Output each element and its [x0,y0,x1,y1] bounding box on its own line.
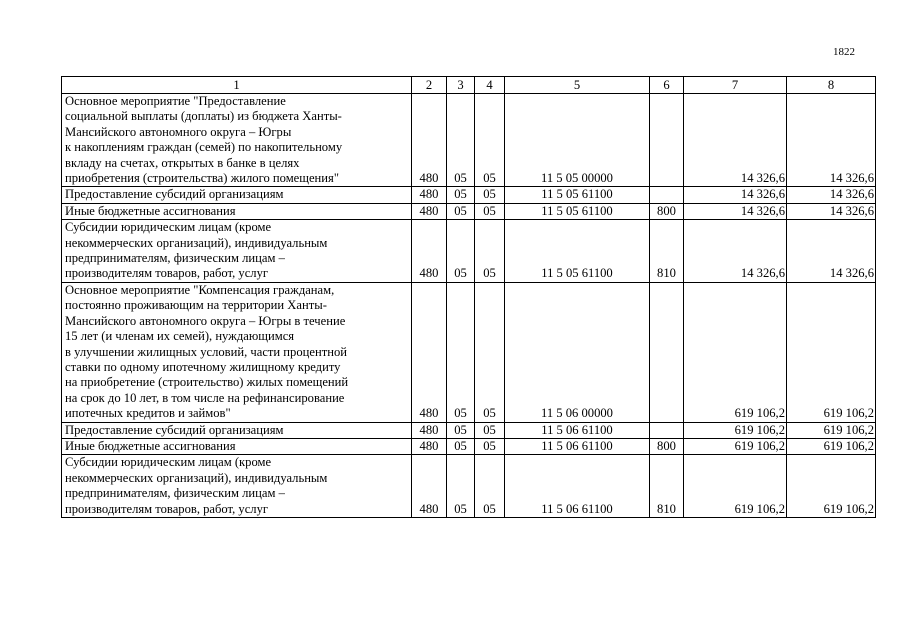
expense-type-cell: 810 [650,220,684,283]
item-name-line: 15 лет (и членам их семей), нуждающимся [65,329,295,344]
item-name-cell [62,220,412,283]
amount-cell: 14 326,6 [684,187,787,203]
amount-cell: 14 326,6 [787,187,876,203]
column-header: 2 [412,77,447,94]
subsection-code-cell: 05 [475,438,505,454]
table-row [62,94,876,187]
amount-cell: 619 106,2 [684,422,787,438]
column-header: 7 [684,77,787,94]
amount-cell: 14 326,6 [684,220,787,283]
item-name-line: производителям товаров, работ, услуг [65,266,269,281]
subsection-code-cell: 05 [475,455,505,518]
subsection-code-cell: 05 [475,94,505,187]
column-header: 4 [475,77,505,94]
section-code-cell: 05 [447,438,475,454]
target-article-cell: 11 5 06 61100 [505,455,650,518]
table-row [62,220,876,283]
amount-cell: 619 106,2 [787,455,876,518]
table-row [62,203,876,219]
column-header: 6 [650,77,684,94]
ministry-code-cell: 480 [412,422,447,438]
table-row [62,282,876,422]
item-name-cell [62,94,412,187]
ministry-code-cell: 480 [412,282,447,422]
column-header: 3 [447,77,475,94]
budget-table [61,76,876,518]
item-name-cell [62,438,412,454]
item-name-line: Иные бюджетные ассигнования [65,203,236,218]
amount-cell: 619 106,2 [787,282,876,422]
item-name-line: Предоставление субсидий организациям [65,422,284,437]
ministry-code-cell: 480 [412,203,447,219]
table-row [62,187,876,203]
item-name-line: к накоплениям граждан (семей) по накопительному [65,140,343,155]
item-name-line: производителям товаров, работ, услуг [65,501,269,516]
item-name-line: Субсидии юридическим лицам (кроме [65,455,272,470]
item-name-line: на срок до 10 лет, в том числе на рефинансирование [65,390,345,405]
item-name-cell [62,422,412,438]
table-row [62,455,876,518]
expense-type-cell [650,94,684,187]
amount-cell: 14 326,6 [684,94,787,187]
target-article-cell: 11 5 06 61100 [505,438,650,454]
item-name-line: Мансийского автономного округа – Югры [65,124,292,139]
column-header: 5 [505,77,650,94]
expense-type-cell [650,282,684,422]
section-code-cell: 05 [447,94,475,187]
ministry-code-cell: 480 [412,94,447,187]
expense-type-cell [650,422,684,438]
item-name-line: предпринимателям, физическим лицам – [65,251,285,266]
amount-cell: 619 106,2 [787,422,876,438]
target-article-cell: 11 5 05 00000 [505,94,650,187]
column-header: 8 [787,77,876,94]
section-code-cell: 05 [447,203,475,219]
target-article-cell: 11 5 06 61100 [505,422,650,438]
amount-cell: 619 106,2 [787,438,876,454]
item-name-line: ставки по одному ипотечному жилищному кредиту [65,359,341,374]
item-name-line: Основное мероприятие "Предоставление [65,94,286,108]
item-name-line: социальной выплаты (доплаты) из бюджета Ханты- [65,109,342,124]
item-name-cell [62,455,412,518]
item-name-line: Основное мероприятие "Компенсация гражданам, [65,282,335,297]
target-article-cell: 11 5 05 61100 [505,187,650,203]
target-article-cell: 11 5 06 00000 [505,282,650,422]
item-name-line: в улучшении жилищных условий, части процентной [65,344,347,359]
expense-type-cell: 810 [650,455,684,518]
item-name-cell [62,203,412,219]
item-name-line: некоммерческих организаций), индивидуальным [65,470,328,485]
ministry-code-cell: 480 [412,438,447,454]
section-code-cell: 05 [447,282,475,422]
ministry-code-cell: 480 [412,220,447,283]
amount-cell: 14 326,6 [787,203,876,219]
amount-cell: 14 326,6 [787,94,876,187]
amount-cell: 14 326,6 [787,220,876,283]
subsection-code-cell: 05 [475,282,505,422]
item-name-line: приобретения (строительства) жилого помещения" [65,171,339,186]
page-number: 1822 [833,46,855,58]
amount-cell: 14 326,6 [684,203,787,219]
target-article-cell: 11 5 05 61100 [505,220,650,283]
item-name-line: Предоставление субсидий организациям [65,187,284,202]
section-code-cell: 05 [447,422,475,438]
amount-cell: 619 106,2 [684,282,787,422]
item-name-line: постоянно проживающим на территории Ханты- [65,298,327,313]
amount-cell: 619 106,2 [684,455,787,518]
subsection-code-cell: 05 [475,220,505,283]
item-name-line: Иные бюджетные ассигнования [65,438,236,453]
subsection-code-cell: 05 [475,422,505,438]
ministry-code-cell: 480 [412,455,447,518]
item-name-line: вкладу на счетах, открытых в банке в целях [65,155,300,170]
expense-type-cell: 800 [650,203,684,219]
section-code-cell: 05 [447,220,475,283]
section-code-cell: 05 [447,455,475,518]
ministry-code-cell: 480 [412,187,447,203]
subsection-code-cell: 05 [475,203,505,219]
table-header-row [62,77,876,94]
table-row [62,422,876,438]
target-article-cell: 11 5 05 61100 [505,203,650,219]
table-row [62,438,876,454]
column-header: 1 [62,77,412,94]
item-name-line: на приобретение (строительство) жилых помещений [65,375,349,390]
item-name-line: ипотечных кредитов и займов" [65,406,231,421]
amount-cell: 619 106,2 [684,438,787,454]
item-name-line: предпринимателям, физическим лицам – [65,486,285,501]
subsection-code-cell: 05 [475,187,505,203]
expense-type-cell: 800 [650,438,684,454]
item-name-line: Субсидии юридическим лицам (кроме [65,220,272,235]
item-name-cell [62,187,412,203]
item-name-cell [62,282,412,422]
expense-type-cell [650,187,684,203]
item-name-line: некоммерческих организаций), индивидуальным [65,235,328,250]
section-code-cell: 05 [447,187,475,203]
item-name-line: Мансийского автономного округа – Югры в течение [65,313,346,328]
